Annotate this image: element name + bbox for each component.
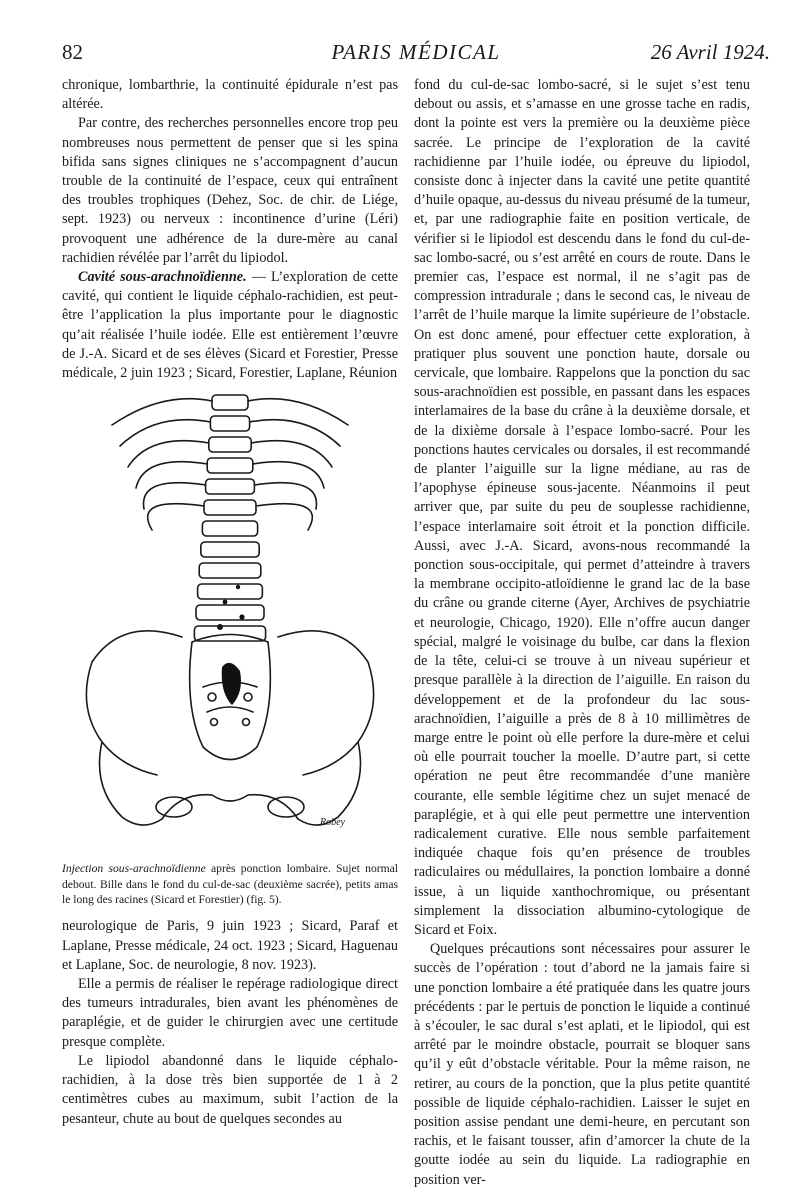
paragraph: Elle a permis de réaliser le repérage radiologique direct des tumeurs intradurales, bien avant les phénomènes de paraplégie, et de guider le chirurgien avec une certitude presque complète. (62, 976, 398, 1050)
issue-date: 26 Avril 1924. (650, 40, 770, 64)
paragraph: Le lipiodol abandonné dans le liquide céphalo-rachidien, à la dose très bien supportée de 1 à 2 centimètres cubes au maximum, subit l’action de la pesanteur, chute au bout de quelques secondes au (62, 1052, 398, 1127)
vertebra (212, 395, 248, 410)
paragraph: Quelques précautions sont nécessaires pour assurer le succès de l’opération : tout d’abord ne la jamais faire si une ponction lombaire a été pratiquée dans les quatre jours précédents : par le pertuis de ponction le liquide a continué à s’écouler, le sac dural s’est aplati, et le lipiodol, qui est arrêté par le moindre obstacle, pourrait se bloquer sans qu’il y eût d’obstacle véritable. Pour la même raison, ne retirer, au cours de la ponction, que la plus petite quantité possible de liquide céphalo-rachidien. Laisser le sujet en position assise pendant une demi-heure, en percutant son rachis, et le faisant tousser, afin d’amorcer la chute de la goutte iodée au sein du liquide. La radiographie en position ver- (414, 941, 750, 1188)
journal-title: PARIS MÉDICAL (331, 40, 501, 64)
vertebra (210, 416, 249, 431)
paragraph: fond du cul-de-sac lombo-sacré, si le sujet s’est tenu debout ou assis, et s’amasse en une grosse tache en radis, dont la pointe est vers la première ou la deuxième pièce sacrée. Le principe de l’exploration de la cavité rachidienne par l’huile iodée, ou épreuve du lipiodol, consiste donc à injecter dans la cavité une petite quantité d’huile opaque, au-dessus du niveau présumé de la tumeur, et, par une radiographie faite en position verticale, de vérifier si le lipiodol est descendu dans le fond du cul-de-sac lombo-sacré, ou s’est arrêté en cours de route. Dans le premier cas, l’espace est normal, il ne s’agit pas de compression intradurale ; dans le second cas, le niveau de l’arrêt de l’huile marque la limite supérieure de l’obstacle. On est donc amené, pour effectuer cette exploration, à pratiquer plus souvent une ponction haute, dorsale ou cervicale, que lombaire. Rappelons que la ponction du sac sous-arachnoïdien est possible, en passant dans les espaces interlamaires de la base du crâne à la deuxième dorsale, et de la dixième dorsale à l’espace lombo-sacré. Pour les ponctions hautes cervicales ou dorsales, il est recommandé de planter l’aiguille sur la ligne médiane, au ras de l’apophyse épineuse sous-jacente. Néanmoins il peut arriver que, par suite du peu de souplesse rachidienne, l’espace interlamaire soit étroit et la ponction difficile. Aussi, avec J.-A. Sicard, avons-nous recommandé la ponction sous-occipitale, qui permet d’atteindre à travers la membrane occipito-atloïdienne le grand lac de la base du crâne ou grande citerne (Ayer, Archives de psychiatrie et neurologie, Chicago, 1920). Elle n’offre aucun danger spécial, malgré le voisinage du bulbe, car dans la flexion de la tête, celui-ci se trouve à un niveau supérieur et presque parallèle à la direction de l’aiguille. En raison du développement et de la profondeur du lac sous-arachnoïdien, l’aiguille a près de 8 à 10 millimètres de marge entre le point où elle perfore la dure-mère et celui où elle pourrait toucher la moelle. D’autre part, si cette opération ne peut être recommandée d’une manière courante, elle semble légitime chez un sujet menacé de paraplégie, et à qui elle peut permettre une intervention radicalement curative. Elle nous semble parfaitement indiquée chaque fois qu’en présence de troubles radiculaires ou médullaires, la ponction lombaire a donné issue, à un liquide xanthochromique, ou présentant simplement la dissociation albumino-cytologique de Sicard et Foix. (414, 77, 750, 938)
vertebra (201, 542, 259, 557)
paragraph: neurologique de Paris, 9 juin 1923 ; Sicard, Paraf et Laplane, Presse médicale, 24 oct. 1923 ; Sicard, Haguenau et Laplane, Soc. de neurologie, 8 nov. 1923). (62, 918, 398, 973)
rib (248, 399, 348, 425)
rib (148, 504, 204, 530)
running-header (62, 40, 770, 68)
vertebra (196, 605, 264, 620)
vertebra (209, 437, 251, 452)
rib (256, 504, 312, 530)
vertebra (198, 584, 263, 599)
spine-pelvis-illustration (62, 387, 398, 859)
section-heading: Cavité sous-arachnoïdienne. (78, 269, 247, 286)
vertebra (199, 563, 261, 578)
figure-caption: Injection sous-arachnoïdienne après ponction lombaire. Sujet normal debout. Bille dans le fond du cul-de-sac (deuxième sacrée), petits amas le long des racines (Sicard et Forestier) (fig. 5). (62, 862, 398, 907)
paragraph: Par contre, des recherches personnelles encore trop peu nombreuses nous permettent de penser que si les spina bifida sans signes cliniques ne s’accompagnent d’aucun trouble de la continuité de l’espace, ceux qui entraînent des troubles trophiques (Dehez, Soc. de chir. de Liége, sept. 1923) ou nerveux : incontinence d’urine (Léri) provoquent une adhérence de la dure-mère au canal rachidien révélée par l’arrêt du lipiodol. (62, 115, 398, 266)
vertebra (202, 521, 257, 536)
rib (112, 399, 212, 425)
page-number: 82 (62, 40, 83, 64)
vertebra (204, 500, 256, 515)
right-column (414, 76, 750, 1190)
paragraph: Cavité sous-arachnoïdienne. — L’exploration de cette cavité, qui contient le liquide céphalo-rachidien, est peut-être l’application la plus importante pour le diagnostic qu’ait réalisée l’huile iodée. Elle est entièrement l’œuvre de J.-A. Sicard et de ses élèves (Sicard et Forestier, Presse médicale, 2 juin 1923 ; Sicard, Forestier, Laplane, Réunion (62, 269, 398, 382)
vertebra (194, 626, 265, 641)
vertebra (206, 479, 255, 494)
artist-signature: Robey (320, 817, 345, 829)
left-column (62, 76, 398, 1129)
vertebra (207, 458, 253, 473)
paragraph: chronique, lombarthrie, la continuité épidurale n’est pas altérée. (62, 77, 398, 113)
